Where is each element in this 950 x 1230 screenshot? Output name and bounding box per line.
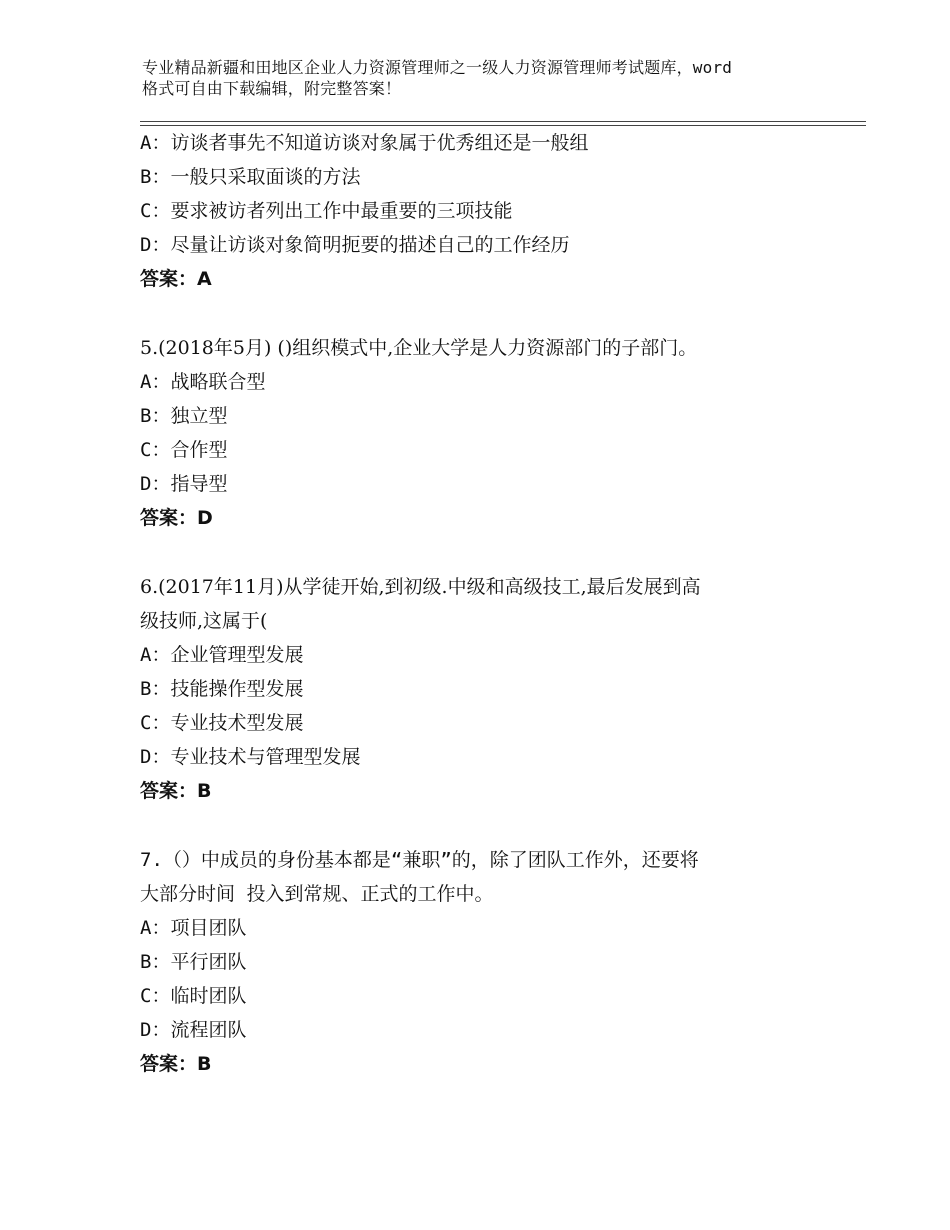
answer: 答案：B <box>140 780 212 802</box>
answer: 答案：B <box>140 1053 212 1075</box>
option-a: A：项目团队 <box>140 917 247 939</box>
question-5 <box>140 331 820 535</box>
header-line-2: 格式可自由下载编辑，附完整答案！ <box>142 79 402 98</box>
option-c: C：合作型 <box>140 439 228 461</box>
answer: 答案：A <box>140 268 212 290</box>
question-stem-line-1: 7.（）中成员的身份基本都是“兼职”的，除了团队工作外，还要将 <box>140 849 699 871</box>
option-c: C：要求被访者列出工作中最重要的三项技能 <box>140 200 513 222</box>
question-stem: 5.(2018年5月) ()组织模式中,企业大学是人力资源部门的子部门。 <box>140 337 698 359</box>
option-a: A：企业管理型发展 <box>140 644 304 666</box>
option-b: B：技能操作型发展 <box>140 678 304 700</box>
question-stem-line-1: 6.(2017年11月)从学徒开始,到初级.中级和高级技工,最后发展到高 <box>140 576 701 598</box>
option-a: A：战略联合型 <box>140 371 266 393</box>
option-c: C：专业技术型发展 <box>140 712 304 734</box>
question-stem-line-2: 级技师,这属于( <box>140 610 268 632</box>
question-stem-line-2: 大部分时间 投入到常规、正式的工作中。 <box>140 883 494 905</box>
option-d: D：专业技术与管理型发展 <box>140 746 361 768</box>
option-b: B：平行团队 <box>140 951 247 973</box>
question-7 <box>140 843 820 1081</box>
option-d: D：流程团队 <box>140 1019 247 1041</box>
option-b: B：一般只采取面谈的方法 <box>140 166 361 188</box>
header-line-1: 专业精品新疆和田地区企业人力资源管理师之一级人力资源管理师考试题库，word <box>142 58 733 77</box>
question-4 <box>140 126 820 296</box>
answer: 答案：D <box>140 507 213 529</box>
option-d: D：指导型 <box>140 473 228 495</box>
document-header <box>142 57 822 99</box>
option-b: B：独立型 <box>140 405 228 427</box>
question-6 <box>140 570 820 808</box>
option-d: D：尽量让访谈对象简明扼要的描述自己的工作经历 <box>140 234 570 256</box>
header-divider-top <box>140 121 866 122</box>
option-a: A：访谈者事先不知道访谈对象属于优秀组还是一般组 <box>140 132 589 154</box>
option-c: C：临时团队 <box>140 985 247 1007</box>
